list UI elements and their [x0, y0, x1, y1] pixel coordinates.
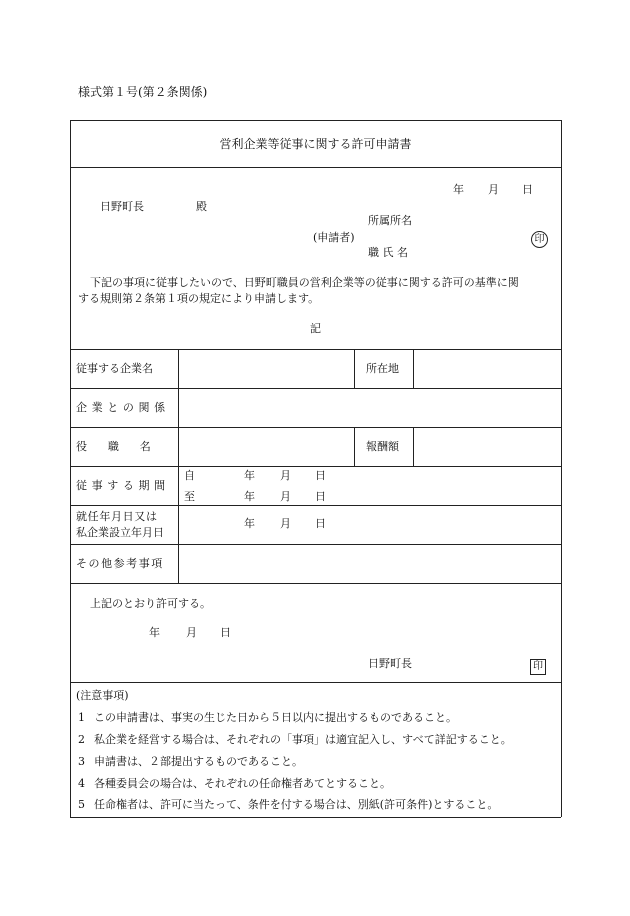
appointment-label-line2: 私企業設立年月日	[76, 526, 164, 539]
addressee-honorific: 殿	[196, 200, 207, 213]
appointment-year: 年	[244, 517, 255, 530]
note-text: 私企業を経営する場合は、それぞれの「事項」は適宜記入し、すべて詳記すること。	[94, 733, 512, 746]
note-text: 任命権者は、許可に当たって、条件を付する場合は、別紙(許可条件)とすること。	[94, 798, 499, 811]
note-text: この申請書は、事実の生じた日から５日以内に提出するものであること。	[94, 711, 457, 724]
period-from-month: 月	[280, 469, 291, 482]
note-number: 1	[78, 711, 85, 724]
note-number: 5	[78, 798, 85, 811]
application-date-year: 年	[453, 183, 464, 196]
note-item	[78, 778, 391, 789]
form-title: 営利企業等従事に関する許可申請書	[219, 137, 412, 151]
note-item	[78, 712, 457, 723]
relationship-label	[76, 402, 172, 413]
approval-signer: 日野町長	[368, 657, 412, 670]
period-from-year: 年	[244, 469, 255, 482]
addressee: 日野町長	[100, 200, 144, 213]
ki-label: 記	[310, 322, 321, 335]
applicant-label: (申請者)	[313, 231, 355, 244]
appointment-month: 月	[280, 517, 291, 530]
note-item	[78, 799, 498, 810]
approval-text: 上記のとおり許可する。	[90, 597, 211, 610]
note-item	[78, 756, 303, 767]
other-label: その他参考事項	[76, 557, 164, 570]
period-to-day: 日	[315, 490, 326, 503]
note-item	[78, 734, 512, 745]
period-to-year: 年	[244, 490, 255, 503]
company-name-field[interactable]	[179, 350, 353, 387]
notes-heading: (注意事項)	[76, 689, 129, 702]
form-number: 様式第１号(第２条関係)	[78, 85, 208, 99]
position-name-label: 職 氏 名	[368, 246, 408, 259]
appointment-label-line1: 就任年月日又は	[76, 510, 158, 523]
note-text: 各種委員会の場合は、それぞれの任命権者あてとすること。	[94, 777, 391, 790]
approval-date-year: 年	[149, 626, 160, 639]
period-from-day: 日	[315, 469, 326, 482]
note-number: 3	[78, 755, 85, 768]
application-body-line2: する規則第２条第１項の規定により申請します。	[78, 292, 320, 305]
position-label: 役職名	[76, 440, 172, 453]
approval-date-day: 日	[220, 626, 231, 639]
period-to-label: 至	[184, 490, 195, 503]
location-field[interactable]	[414, 350, 560, 387]
affiliation-label: 所属所名	[368, 214, 412, 227]
remuneration-field[interactable]	[414, 428, 560, 465]
company-name-label: 従事する企業名	[76, 362, 153, 375]
position-field[interactable]	[179, 428, 353, 465]
application-body-line1: 下記の事項に従事したいので、日野町職員の営利企業等の従事に関する許可の基準に関	[90, 276, 519, 289]
approval-date-month: 月	[186, 626, 197, 639]
appointment-day: 日	[315, 517, 326, 530]
note-number: 2	[78, 733, 85, 746]
period-from-label: 自	[184, 469, 195, 482]
period-label: 従事する期間	[76, 479, 170, 492]
approval-seal-icon: 印	[530, 659, 546, 675]
period-to-month: 月	[280, 490, 291, 503]
note-number: 4	[78, 777, 85, 790]
applicant-seal-icon: 印	[531, 231, 548, 248]
application-date-month: 月	[488, 183, 499, 196]
other-field[interactable]	[179, 545, 560, 582]
relationship-label-text: 企業との関係	[76, 401, 170, 414]
note-text: 申請書は、２部提出するものであること。	[94, 755, 303, 768]
relationship-field[interactable]	[179, 389, 560, 426]
location-label: 所在地	[366, 362, 399, 375]
remuneration-label: 報酬額	[366, 440, 399, 453]
application-date-day: 日	[522, 183, 533, 196]
